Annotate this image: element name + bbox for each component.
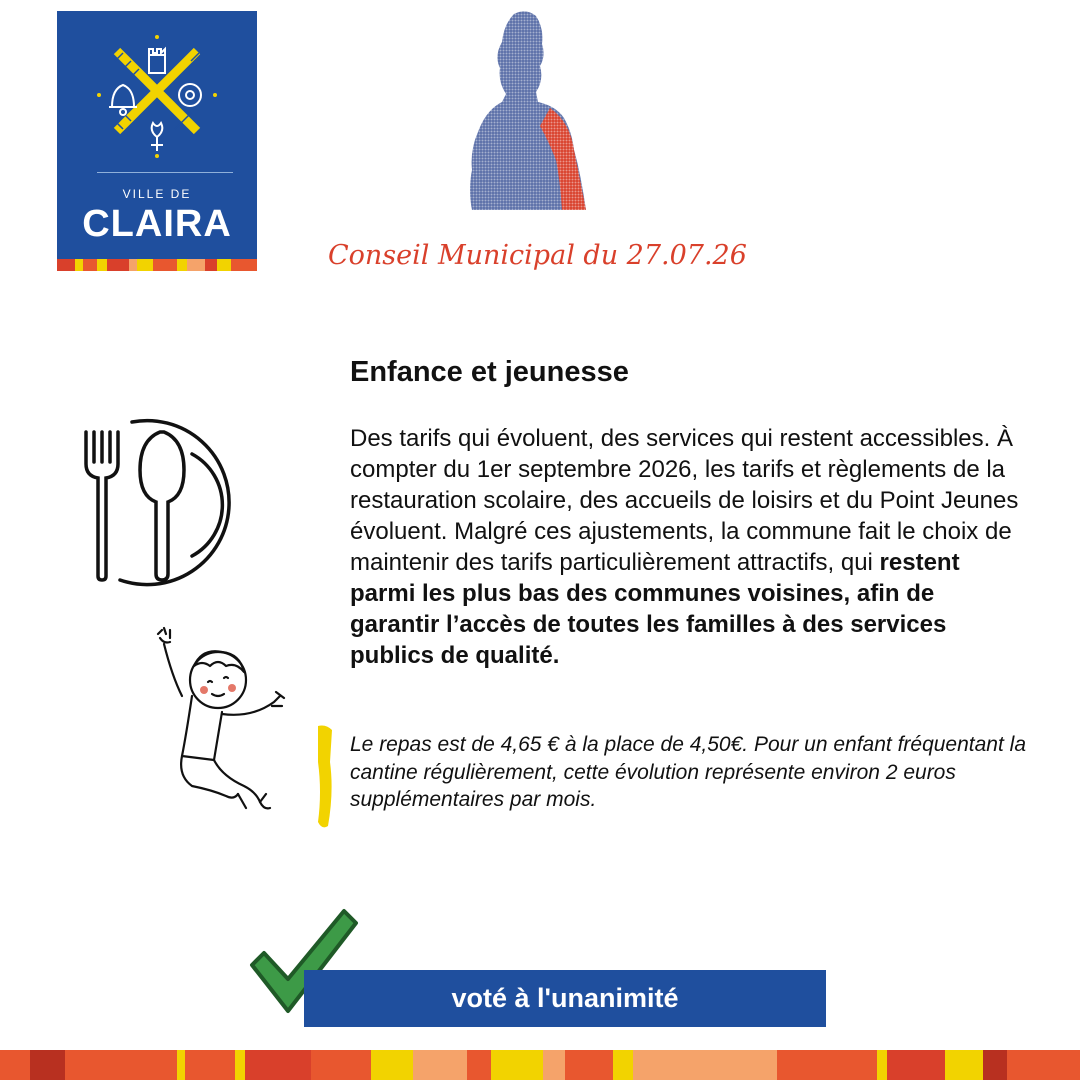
body-emphasis: restent parmi les plus bas des communes voisines, afin de garantir l’accès de toutes les familles à des services publics de qualité. xyxy=(350,549,960,669)
price-note: Le repas est de 4,65 € à la place de 4,50€. Pour un enfant fréquentant la cantine régulièrement, cette évolution représente environ 2 euros supplémentaires par mois. xyxy=(350,733,1026,811)
body-intro: Des tarifs qui évoluent, des services qui restent accessibles. À compter du 1er septembre 2026, les tarifs et règlements de la restauration scolaire, des accueils de loisirs et du Point Jeunes évoluent. Malgré ces ajustements, la commune fait le choix de maintenir des tarifs particulièrement attractifs, qui xyxy=(350,425,1019,576)
body-paragraph xyxy=(350,423,1030,671)
logo-name: CLAIRA xyxy=(82,203,232,245)
vote-result-banner xyxy=(304,970,826,1027)
logo-pretitle: VILLE DE xyxy=(122,187,192,201)
marianne-bust-icon xyxy=(466,10,592,212)
section-title: Enfance et jeunesse xyxy=(350,356,629,388)
yellow-highlight-mark xyxy=(314,722,336,832)
claira-logo xyxy=(57,11,257,271)
windmill-emblem-icon xyxy=(57,11,257,171)
meeting-title: Conseil Municipal du 27.07.26 xyxy=(328,240,747,271)
bottom-color-stripe xyxy=(0,1050,1080,1080)
logo-divider xyxy=(97,172,233,173)
jumping-child-icon xyxy=(152,626,297,816)
logo-color-stripe xyxy=(57,259,257,271)
vote-result-label: voté à l'unanimité xyxy=(451,983,679,1013)
plate-cutlery-icon xyxy=(80,410,260,590)
